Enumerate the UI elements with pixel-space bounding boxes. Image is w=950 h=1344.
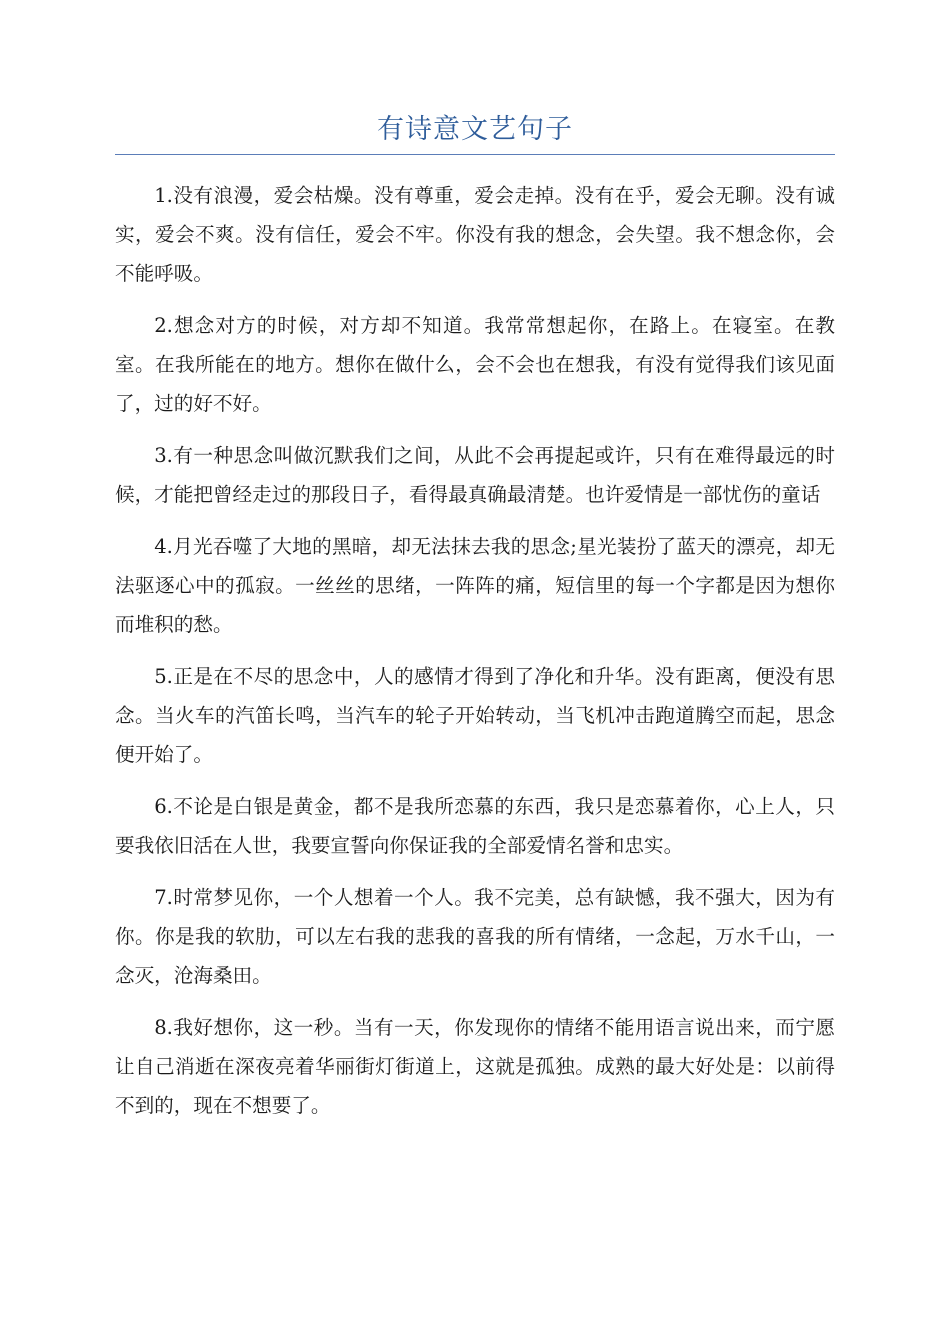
title-underline <box>115 154 835 155</box>
paragraph-4: 4.月光吞噬了大地的黑暗，却无法抹去我的思念;星光装扮了蓝天的漂亮，却无法驱逐心中的孤寂。一丝丝的思绪，一阵阵的痛，短信里的每一个字都是因为想你而堆积的愁。 <box>115 535 835 636</box>
page-title: 有诗意文艺句子 <box>377 114 573 145</box>
paragraph-5: 5.正是在不尽的思念中，人的感情才得到了净化和升华。没有距离，便没有思念。当火车的汽笛长鸣，当汽车的轮子开始转动，当飞机冲击跑道腾空而起，思念便开始了。 <box>115 665 835 766</box>
paragraph-1: 1.没有浪漫，爱会枯燥。没有尊重，爱会走掉。没有在乎，爱会无聊。没有诚实，爱会不爽。没有信任，爱会不牢。你没有我的想念，会失望。我不想念你，会不能呼吸。 <box>115 184 835 285</box>
paragraph-3: 3.有一种思念叫做沉默我们之间，从此不会再提起或许，只有在难得最远的时候，才能把曾经走过的那段日子，看得最真确最清楚。也许爱情是一部忧伤的童话 <box>115 444 835 506</box>
document-body <box>115 176 835 1138</box>
paragraph-7: 7.时常梦见你，一个人想着一个人。我不完美，总有缺憾，我不强大，因为有你。你是我的软肋，可以左右我的悲我的喜我的所有情绪，一念起，万水千山，一念灭，沧海桑田。 <box>115 886 835 987</box>
paragraph-6: 6.不论是白银是黄金，都不是我所恋慕的东西，我只是恋慕着你，心上人，只要我依旧活在人世，我要宣誓向你保证我的全部爱情名誉和忠实。 <box>115 795 835 857</box>
paragraph-2: 2.想念对方的时候，对方却不知道。我常常想起你，在路上。在寝室。在教室。在我所能在的地方。想你在做什么，会不会也在想我，有没有觉得我们该见面了，过的好不好。 <box>115 314 835 415</box>
paragraph-8: 8.我好想你，这一秒。当有一天，你发现你的情绪不能用语言说出来，而宁愿让自己消逝在深夜亮着华丽街灯街道上，这就是孤独。成熟的最大好处是：以前得不到的，现在不想要了。 <box>115 1016 835 1117</box>
